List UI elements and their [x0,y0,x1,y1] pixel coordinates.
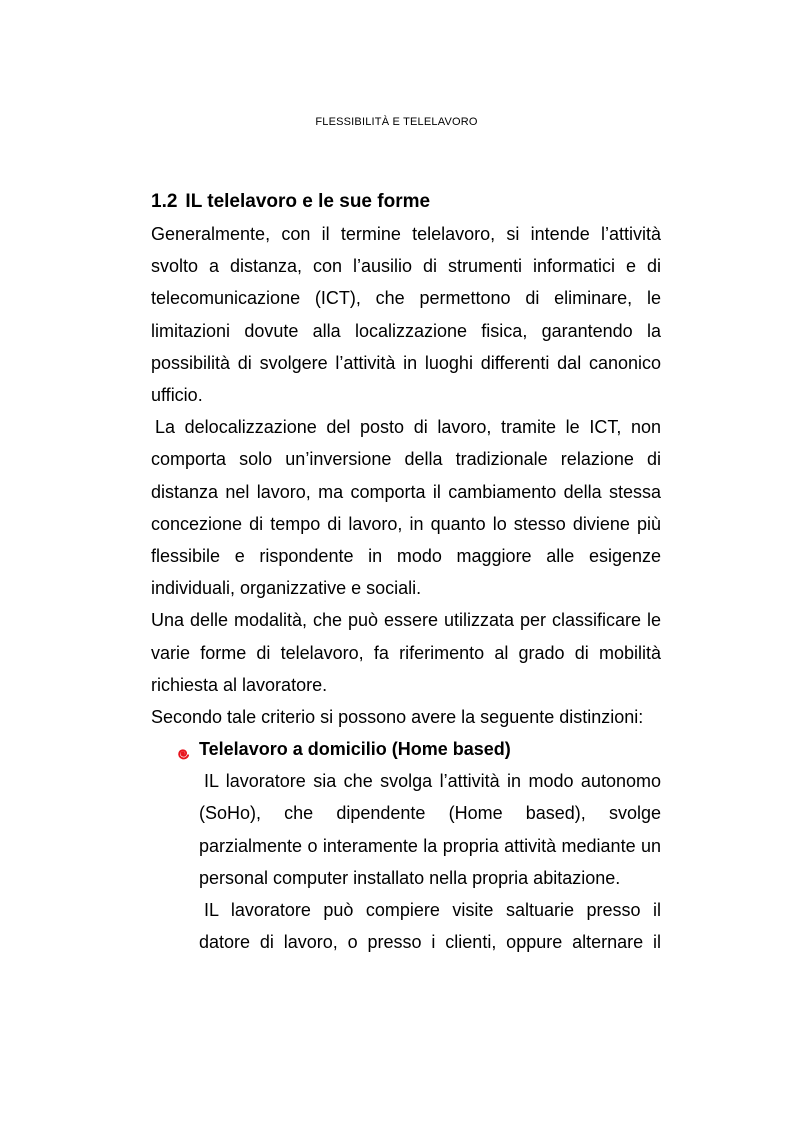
document-body [151,186,661,958]
bullet-item-home-based [175,733,661,958]
paragraph-delocalization: La delocalizzazione del posto di lavoro, tramite le ICT, non comporta solo un’inversione della tradizionale relazione di distanza nel lavoro, ma comporta il cambiamento della stessa concezione di tempo di lavoro, in quanto lo stesso diviene più flessibile e rispondente in modo maggiore alle esigenze individuali, organizzative e sociali. [151,417,661,599]
bullet-paragraph-2: IL lavoratore può compiere visite saltuarie presso il datore di lavoro, o presso i clienti, oppure alternare il [199,900,661,953]
bullet-body [199,765,661,958]
bullet-paragraph-1: IL lavoratore sia che svolga l’attività in modo autonomo (SoHo), che dipendente (Home based), svolge parzialmente o interamente la propria attività mediante un personal computer installato nella propria abitazione. [199,771,661,888]
section-title: IL telelavoro e le sue forme [185,191,431,212]
section-number: 1.2 [151,191,178,212]
paragraph-classification: Una delle modalità, che può essere utilizzata per classificare le varie forme di telelavoro, fa riferimento al grado di mobilità richiesta al lavoratore. [151,610,661,695]
section-heading [151,186,661,218]
paragraph-criteria: Secondo tale criterio si possono avere la seguente distinzioni: [151,707,644,728]
bullet-heading [175,733,661,765]
spiral-bullet-icon [175,740,191,756]
running-header: FLESSIBILITÀ E TELELAVORO [315,116,478,128]
paragraph-intro: Generalmente, con il termine telelavoro, si intende l’attività svolto a distanza, con l’ausilio di strumenti informatici e di telecomunicazione (ICT), che permettono di eliminare, le limitazioni dovute alla localizzazione fisica, garantendo la possibilità di svolgere l’attività in luoghi differenti dal canonico ufficio. [151,224,661,406]
bullet-title: Telelavoro a domicilio (Home based) [199,739,511,760]
